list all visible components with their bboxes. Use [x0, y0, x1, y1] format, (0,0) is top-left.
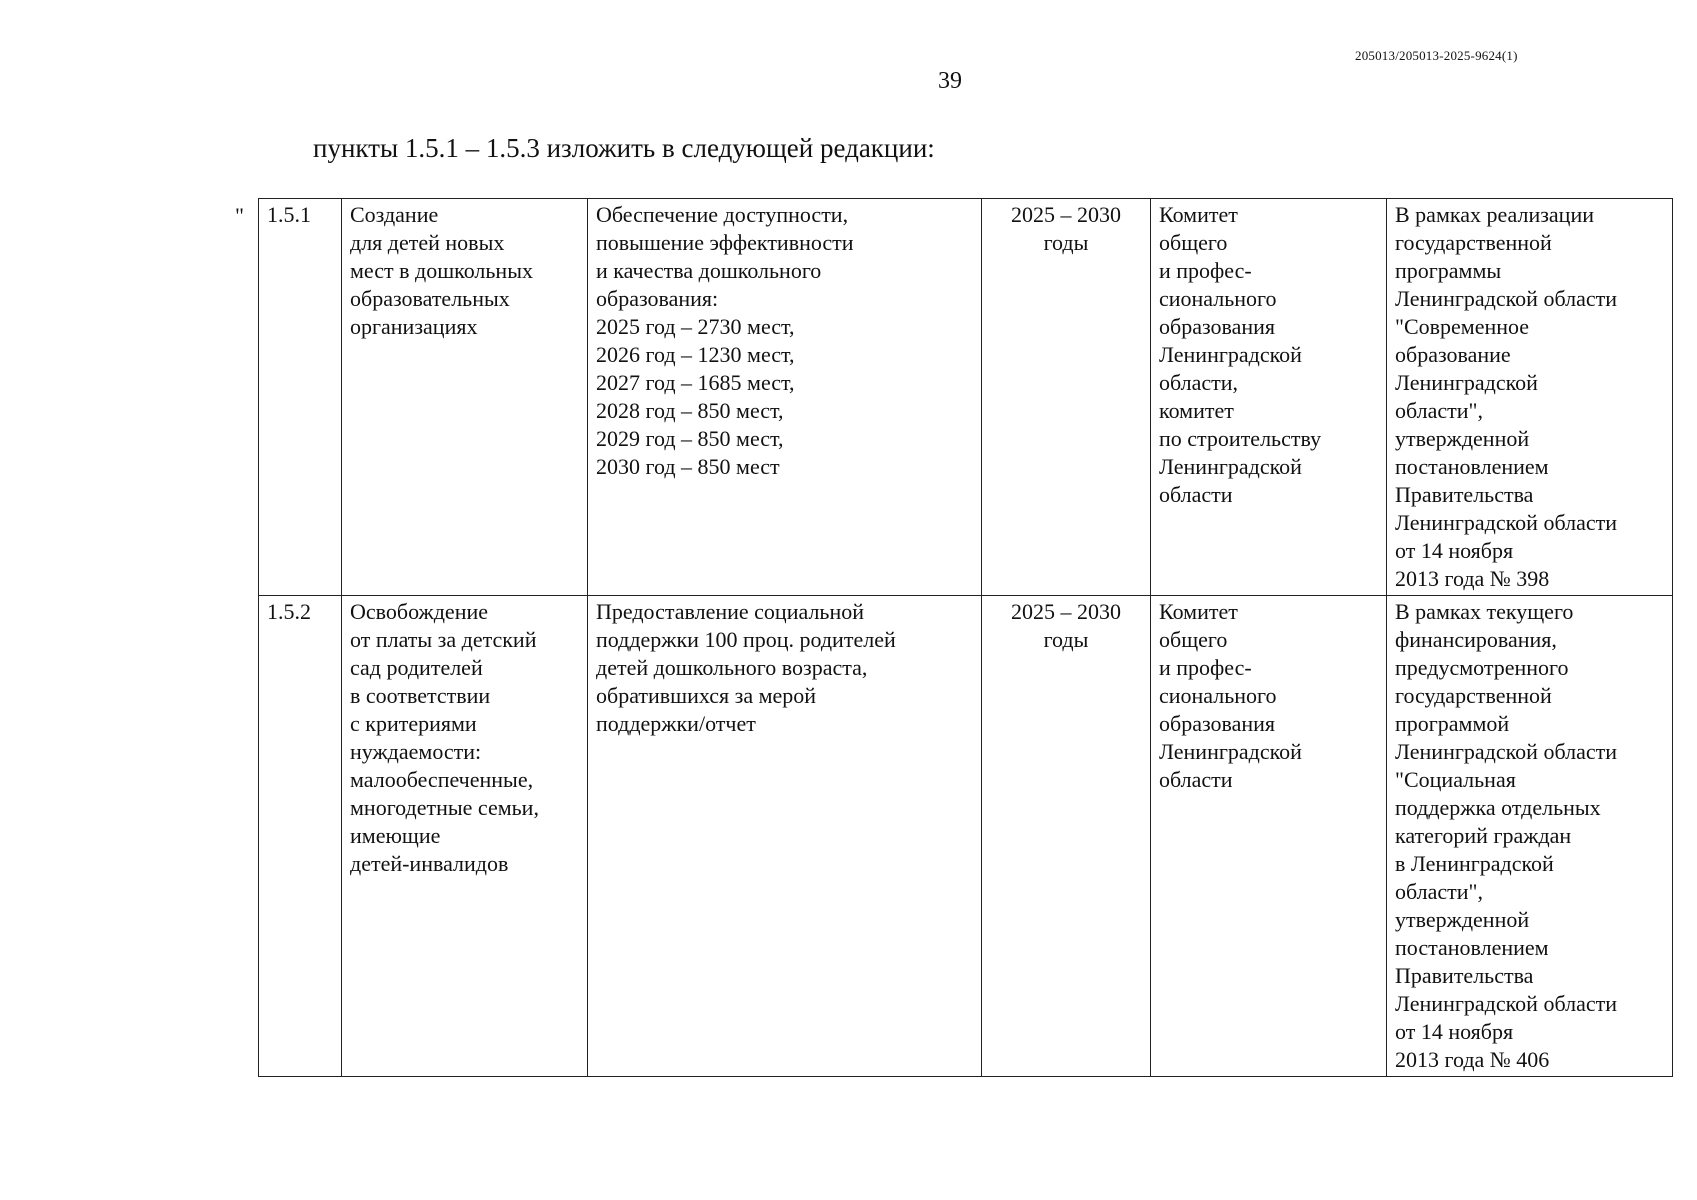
expected-result-cell: Предоставление социальной поддержки 100 проц. родителей детей дошкольного возраста, обратившихся за мерой поддержки/отчет [588, 596, 982, 1077]
expected-result-cell: Обеспечение доступности, повышение эффективности и качества дошкольного образования: 2025 год – 2730 мест, 2026 год – 1230 мест, 2027 год – 1685 мест, 2028 год – 850 мест, 2029 год – 850 мест, 2030 год – 850 мест [588, 199, 982, 596]
item-number-cell: 1.5.1 [259, 199, 342, 596]
document-id: 205013/205013-2025-9624(1) [1355, 48, 1518, 63]
page-number: 39 [938, 68, 962, 94]
measure-name-cell: Создание для детей новых мест в дошкольных образовательных организациях [342, 199, 588, 596]
funding-source-cell: В рамках текущего финансирования, предусмотренного государственной программой Ленинградской области "Социальная поддержка отдельных категорий граждан в Ленинградской области", утвержденной постановлением Правительства Ленинградской области от 14 ноября 2013 года № 406 [1387, 596, 1673, 1077]
executor-cell: Комитет общего и профес- сионального образования Ленинградской области, комитет по строительству Ленинградской области [1151, 199, 1387, 596]
measures-table [258, 198, 1673, 1077]
table-row [259, 199, 1673, 596]
intro-text: пункты 1.5.1 – 1.5.3 изложить в следующей редакции: [313, 133, 935, 163]
opening-quote-mark: " [235, 203, 244, 228]
term-cell: 2025 – 2030 годы [982, 596, 1151, 1077]
table-row [259, 596, 1673, 1077]
item-number-cell: 1.5.2 [259, 596, 342, 1077]
executor-cell: Комитет общего и профес- сионального образования Ленинградской области [1151, 596, 1387, 1077]
term-cell: 2025 – 2030 годы [982, 199, 1151, 596]
funding-source-cell: В рамках реализации государственной программы Ленинградской области "Современное образование Ленинградской области", утвержденной постановлением Правительства Ленинградской области от 14 ноября 2013 года № 398 [1387, 199, 1673, 596]
measure-name-cell: Освобождение от платы за детский сад родителей в соответствии с критериями нуждаемости: малообеспеченные, многодетные семьи, имеющие детей-инвалидов [342, 596, 588, 1077]
